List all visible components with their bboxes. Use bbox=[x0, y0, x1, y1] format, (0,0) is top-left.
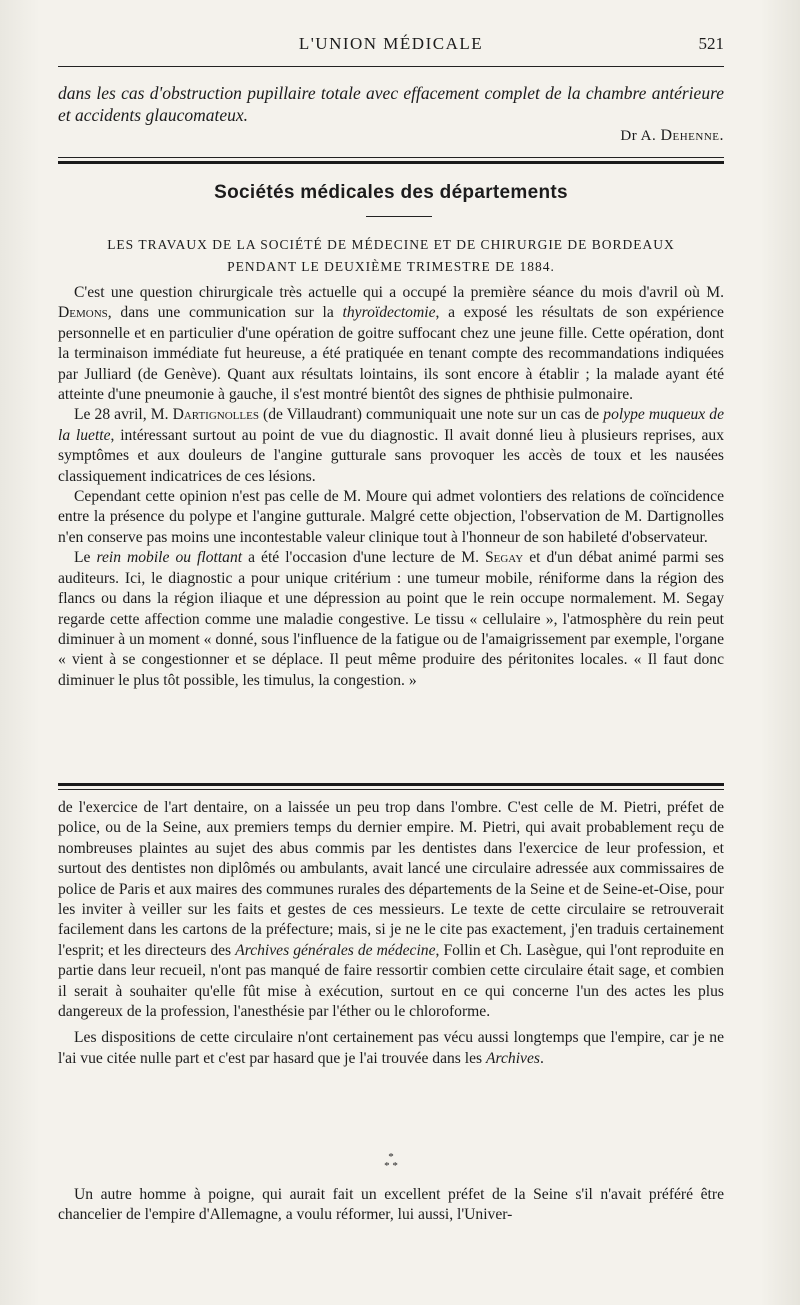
signature-name: Dehenne. bbox=[660, 127, 724, 144]
intro-text: dans les cas d'obstruction pupillaire totale avec effacement complet de la chambre antérieure et accidents glaucomateux. bbox=[58, 83, 724, 125]
author-name: Segay bbox=[484, 549, 524, 567]
paragraph-6: Les dispositions de cette circulaire n'ont certainement pas vécu aussi longtemps que l'empire, car je ne l'ai vue citée nulle part et c'est par hasard que je l'ai trouvée dans les Archives. bbox=[58, 1029, 724, 1067]
feuilleton-rule-thin bbox=[58, 789, 724, 790]
article-body bbox=[58, 283, 724, 691]
title-short-rule bbox=[366, 216, 432, 217]
paragraph-1: C'est une question chirurgicale très actuelle qui a occupé la première séance du mois d'avril où M. Demons, dans une communication sur la thyroïdectomie, a exposé les résultats de son expérience personnelle et en particulier d'une opération de goitre suffocant chez une jeune fille. Cette opération, dont la terminaison immédiate fut heureuse, a été pratiquée en tenant compte des recommandations indiquées par Julliard (de Genève). Quant aux résultats lointains, ils sont encore à établir ; la malade ayant été atteinte d'une pneumonie à gauche, il s'est montré bientôt des signes de phthisie pulmonaire. bbox=[58, 284, 724, 404]
page-number: 521 bbox=[698, 34, 724, 53]
paragraph-7: Un autre homme à poigne, qui aurait fait un excellent préfet de la Seine s'il n'avait préféré être chancelier de l'empire d'Allemagne, a voulu réformer, lui aussi, l'Univer- bbox=[58, 1186, 724, 1224]
asterism: * * * bbox=[384, 1151, 398, 1172]
subtitle-line-2: PENDANT LE DEUXIÈME TRIMESTRE DE 1884. bbox=[227, 259, 555, 274]
author-name: Demons bbox=[58, 304, 108, 322]
running-head bbox=[58, 32, 724, 58]
running-title: L'UNION MÉDICALE bbox=[298, 34, 484, 53]
feuilleton-rule-thick bbox=[58, 783, 724, 786]
subtitle-line-1: LES TRAVAUX DE LA SOCIÉTÉ DE MÉDECINE ET DE CHIRURGIE DE BORDEAUX bbox=[107, 237, 675, 252]
feuilleton-body-continued bbox=[58, 1185, 724, 1226]
paragraph-3: Cependant cette opinion n'est pas celle de M. Moure qui admet volontiers des relations de coïncidence entre la présence du polype et l'angine gutturale. Malgré cette objection, l'observation de M. Dartignolles n'en conserve pas moins une incontestable valeur clinique tout à l'honneur de son habileté d'observateur. bbox=[58, 488, 724, 546]
section-rule-top bbox=[58, 157, 724, 158]
paragraph-5: de l'exercice de l'art dentaire, on a laissée un peu trop dans l'ombre. C'est celle de M. Pietri, préfet de police, ou de la Seine, aux premiers temps du dernier empire. M. Pietri, qui avait probablement reçu de nombreuses plaintes au sujet des abus commis par les dentistes dans l'exercice de leur profession, et surtout des dentistes non diplômés ou ambulants, avait lancé une circulaire adressée aux commissaires de police de Paris et aux maires des communes rurales des départements de la Seine et de Seine-et-Oise, pour les inviter à veiller sur les faits et gestes de ces messieurs. Le texte de cette circulaire se retrouverait facilement dans les cartons de la préfecture; mais, si je ne le cite pas exactement, j'en traduis certainement l'esprit; et les directeurs des Archives générales de médecine, Follin et Ch. Lasègue, qui l'ont reproduite en partie dans leur recueil, n'ont pas manqué de faire ressortir combien cette circulaire était sage, et combien il serait à souhaiter qu'elle fût mise à exécution, surtout en ce qui concerne l'un des actes les plus dangereux de la profession, l'anesthésie par l'éther ou le chloroforme. bbox=[58, 799, 725, 1021]
section-rule-thick bbox=[58, 161, 724, 164]
signature bbox=[58, 127, 724, 145]
paragraph-2: Le 28 avril, M. Dartignolles (de Villaudrant) communiquait une note sur un cas de polype muqueux de la luette, intéressant surtout au point de vue du diagnostic. Il avait donné lieu à plusieurs reprises, aux symptômes et aux douleurs de l'angine gutturale sans provoquer les accès de toux et les nausées classiquement indicatrices de ces lésions. bbox=[58, 406, 724, 485]
signature-prefix: Dr A. bbox=[620, 128, 657, 144]
section-subtitle bbox=[58, 234, 724, 278]
header-rule bbox=[58, 66, 724, 67]
paragraph-4: Le rein mobile ou flottant a été l'occasion d'une lecture de M. Segay et d'un débat animé parmi ses auditeurs. Ici, le diagnostic a pour unique critérium : une tumeur mobile, réniforme dans la région des flancs ou dans la région iliaque et une dépression au point que le rein occupe normalement. M. Segay regarde cette affection comme une maladie congestive. Le tissu « cellulaire », l'atmosphère du rein peut diminuer à un moment « donné, sous l'influence de la fatigue ou de l'amaigrissement par exemple, l'organe « vient à se congestionner et se déplace. Il peut même produire des péritonites locales. « Il faut donc diminuer le plus tôt possible, les timulus, la congestion. » bbox=[58, 549, 724, 689]
feuilleton-body bbox=[58, 798, 724, 1069]
section-title: Sociétés médicales des départements bbox=[214, 182, 568, 203]
author-name: Dartignolles bbox=[172, 406, 259, 424]
